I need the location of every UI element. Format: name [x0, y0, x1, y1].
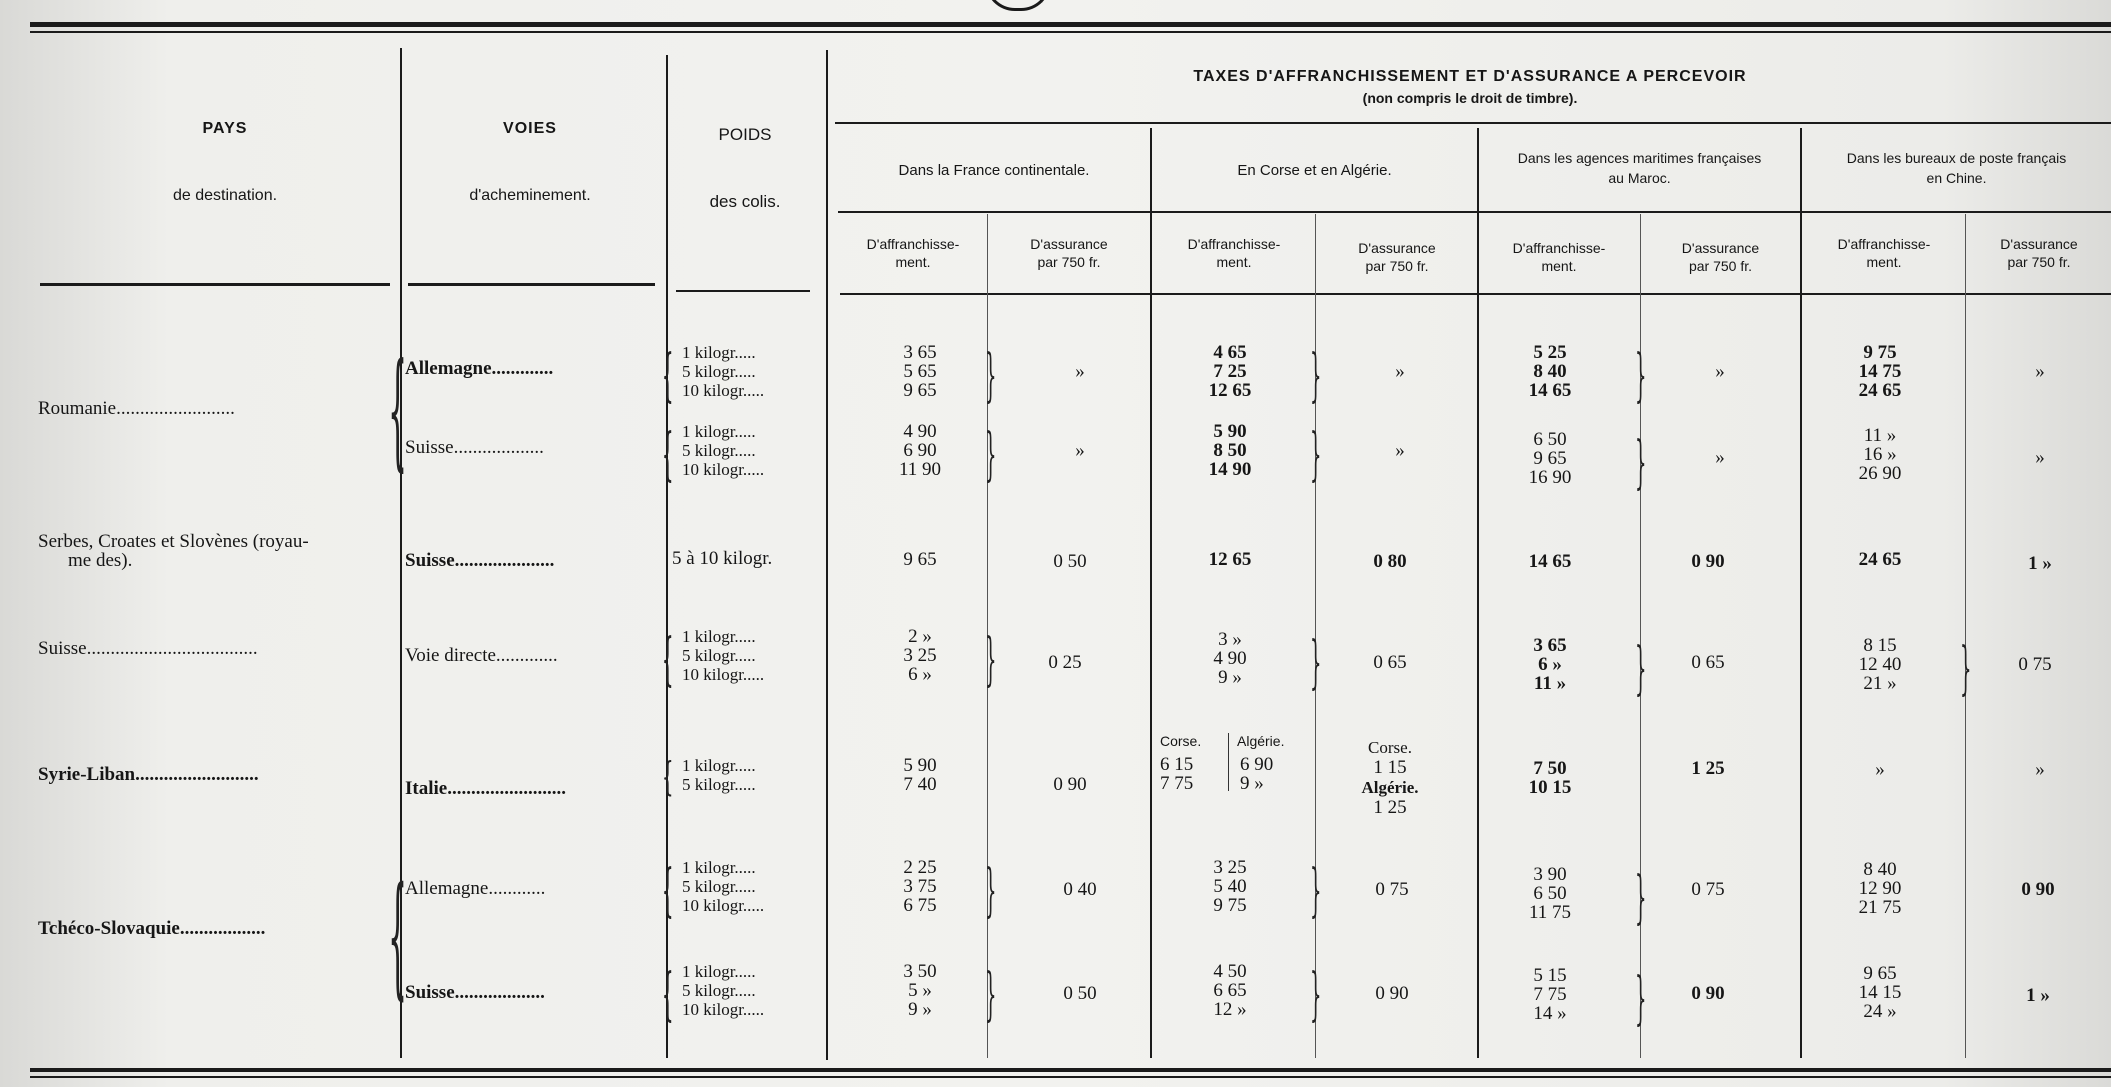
co-ass-algerie-label: Algérie. [1361, 778, 1419, 797]
close-brace-10: } [1960, 636, 1972, 703]
ma-ass-tcheco-suisse: 0 90 [1691, 983, 1725, 1004]
ma-ass-suisse: 0 65 [1691, 652, 1725, 673]
close-brace-2: } [1310, 343, 1322, 410]
country-serbes-l2: me des). [68, 550, 133, 571]
header-group-maroc-l1: Dans les agences maritimes françaises [1517, 150, 1762, 166]
sub-ass-1-l1: D'assurance [1030, 236, 1108, 252]
ch-ass-syrie: » [2035, 759, 2045, 780]
header-group-france: Dans la France continentale. [898, 162, 1090, 179]
route-roumanie-suisse: Suisse................... [405, 437, 544, 458]
sub-aff-2-l1: D'affranchisse- [1187, 236, 1281, 252]
col-rule-3 [826, 50, 828, 1060]
ch-aff-serbes: 24 65 [1858, 549, 1902, 570]
weights-roumanie-allemagne: 1 kilogr..... 5 kilogr..... 10 kilogr..... [682, 343, 765, 400]
country-roumanie: Roumanie......................... [38, 398, 235, 419]
brace-weights-4: { [662, 755, 674, 801]
col-rule-6 [1800, 128, 1802, 1058]
sub-ass-3-l1: D'assurance [1681, 240, 1760, 256]
close-brace-12: } [1310, 858, 1322, 925]
ch-aff-tcheco-allemagne: 8 40 12 90 21 75 [1858, 859, 1902, 918]
close-brace-11: } [985, 858, 997, 925]
route-suisse: Voie directe............. [405, 645, 558, 666]
ch-aff-roumanie-suisse: 11 » 16 » 26 90 [1858, 425, 1902, 484]
col-rule-5 [1477, 128, 1479, 1058]
poids-underline [676, 290, 810, 292]
co-aff-tcheco-allemagne: 3 25 5 40 9 75 [1213, 857, 1247, 916]
header-pays-title: PAYS [202, 120, 248, 137]
close-brace-8: } [1310, 630, 1322, 697]
ch-ass-roumanie-suisse: » [2035, 447, 2045, 468]
brace-weights-6: { [662, 962, 674, 1029]
bottom-rule-thin [30, 1076, 2111, 1078]
ma-ass-roumanie-suisse: » [1715, 447, 1725, 468]
weights-roumanie-suisse: 1 kilogr..... 5 kilogr..... 10 kilogr..... [682, 422, 765, 479]
brace-roumanie: { [388, 338, 408, 485]
co-ass-suisse: 0 65 [1373, 652, 1407, 673]
close-brace-15: } [1310, 962, 1322, 1029]
weights-tcheco-allemagne: 1 kilogr..... 5 kilogr..... 10 kilogr..... [682, 858, 765, 915]
fr-ass-suisse: 0 25 [1048, 652, 1082, 673]
co-ass-roumanie-allemagne: » [1395, 361, 1405, 382]
co-ass-algerie-value: 1 25 [1373, 797, 1407, 818]
fr-aff-syrie: 5 90 7 40 [903, 755, 937, 795]
co-ass-serbes: 0 80 [1373, 551, 1407, 572]
brace-weights-1: { [662, 343, 674, 410]
ma-aff-tcheco-allemagne: 3 90 6 50 11 75 [1528, 864, 1572, 923]
voies-underline [408, 283, 655, 286]
sub-ass-4-l2: par 750 fr. [2007, 254, 2071, 270]
fr-ass-tcheco-suisse: 0 50 [1063, 983, 1097, 1004]
ornament-icon [985, 0, 1051, 11]
sub-aff-2-l2: ment. [1216, 254, 1252, 270]
header-group-maroc-l2: au Maroc. [1608, 170, 1671, 186]
fr-aff-roumanie-suisse: 4 90 6 90 11 90 [898, 421, 942, 480]
route-syrie: Italie......................... [405, 778, 566, 799]
close-brace-6: } [1635, 430, 1647, 497]
top-rule [30, 22, 2111, 27]
co-algerie-values: 6 90 9 » [1240, 754, 1274, 794]
ma-aff-roumanie-suisse: 6 50 9 65 16 90 [1528, 429, 1572, 488]
country-syrie: Syrie-Liban.......................... [38, 764, 259, 785]
fr-ass-roumanie-suisse: » [1075, 440, 1085, 461]
co-ass-corse-value: 1 15 [1373, 757, 1407, 778]
ch-ass-roumanie-allemagne: » [2035, 361, 2045, 382]
co-aff-suisse: 3 » 4 90 9 » [1213, 629, 1247, 688]
brace-tcheco: { [388, 860, 408, 1014]
co-corse-label: Corse. [1160, 733, 1202, 749]
sub-ass-1-l2: par 750 fr. [1037, 254, 1101, 270]
route-roumanie-allemagne: Allemagne............. [405, 358, 554, 379]
header-group-chine-l2: en Chine. [1926, 170, 1987, 186]
co-ass-roumanie-suisse: » [1395, 440, 1405, 461]
group-rule [838, 211, 2111, 213]
ch-ass-tcheco-suisse: 1 » [2026, 985, 2050, 1006]
header-taxes-note: (non compris le droit de timbre). [1362, 90, 1578, 106]
ma-aff-roumanie-allemagne: 5 25 8 40 14 65 [1528, 342, 1572, 401]
sub-aff-1-l2: ment. [895, 254, 931, 270]
close-brace-5: } [1310, 422, 1322, 489]
co-aff-serbes: 12 65 [1208, 549, 1252, 570]
route-tcheco-suisse: Suisse................... [405, 982, 545, 1003]
sub-aff-3-l2: ment. [1541, 258, 1577, 274]
header-group-corse: En Corse et en Algérie. [1237, 162, 1392, 179]
taxes-rule [835, 122, 2111, 124]
sub-aff-3-l1: D'affranchisse- [1512, 240, 1606, 256]
sub-aff-1-l1: D'affranchisse- [866, 236, 960, 252]
brace-weights-3: { [662, 627, 674, 694]
close-brace-9: } [1635, 636, 1647, 703]
ma-aff-syrie: 7 50 10 15 [1528, 758, 1572, 798]
ch-aff-suisse: 8 15 12 40 21 » [1858, 635, 1902, 694]
co-aff-tcheco-suisse: 4 50 6 65 12 » [1213, 961, 1247, 1020]
ch-ass-suisse: 0 75 [2018, 654, 2052, 675]
co-ass-corse-label: Corse. [1368, 738, 1412, 757]
sub-ass-2-l2: par 750 fr. [1365, 258, 1429, 274]
fr-ass-syrie: 0 90 [1053, 774, 1087, 795]
close-brace-1: } [985, 343, 997, 410]
weights-suisse: 1 kilogr..... 5 kilogr..... 10 kilogr..... [682, 627, 765, 684]
ma-ass-serbes: 0 90 [1691, 551, 1725, 572]
fr-aff-serbes: 9 65 [903, 549, 937, 570]
header-group-chine-l1: Dans les bureaux de poste français [1846, 150, 2067, 166]
ch-ass-serbes: 1 » [2028, 553, 2052, 574]
header-voies-title: VOIES [503, 120, 557, 137]
close-brace-3: } [1635, 343, 1647, 410]
ch-ass-tcheco-allemagne: 0 90 [2021, 879, 2055, 900]
header-taxes-title: TAXES D'AFFRANCHISSEMENT ET D'ASSURANCE A PERCEVOIR [1193, 68, 1747, 85]
weights-syrie: 1 kilogr..... 5 kilogr..... [682, 756, 756, 794]
col-rule-4 [1150, 128, 1152, 1058]
co-ass-tcheco-allemagne: 0 75 [1375, 879, 1409, 900]
co-algerie-label: Algérie. [1237, 733, 1285, 749]
close-brace-4: } [985, 422, 997, 489]
weights-tcheco-suisse: 1 kilogr..... 5 kilogr..... 10 kilogr..... [682, 962, 765, 1019]
country-suisse: Suisse.................................... [38, 638, 258, 659]
route-serbes: Suisse..................... [405, 550, 555, 571]
co-corse-values: 6 15 7 75 [1160, 754, 1194, 794]
route-tcheco-allemagne: Allemagne............ [405, 878, 546, 899]
fr-aff-tcheco-suisse: 3 50 5 » 9 » [903, 961, 937, 1020]
header-poids-sub: des colis. [709, 192, 781, 211]
sub-ass-2-l1: D'assurance [1358, 240, 1436, 256]
ma-aff-suisse: 3 65 6 » 11 » [1533, 635, 1567, 694]
bottom-rule [30, 1068, 2111, 1072]
top-rule-thin [30, 31, 2111, 33]
close-brace-14: } [985, 962, 997, 1029]
ma-ass-tcheco-allemagne: 0 75 [1691, 879, 1725, 900]
corse-algerie-divider [1228, 733, 1229, 791]
ma-aff-serbes: 14 65 [1528, 551, 1572, 572]
sub-aff-4-l1: D'affranchisse- [1837, 236, 1931, 252]
ch-aff-roumanie-allemagne: 9 75 14 75 24 65 [1858, 342, 1902, 401]
brace-weights-2: { [662, 422, 674, 489]
country-tcheco: Tchéco-Slovaquie.................. [38, 918, 266, 939]
co-aff-roumanie-allemagne: 4 65 7 25 12 65 [1208, 342, 1252, 401]
header-voies-sub: d'acheminement. [469, 187, 591, 204]
sub-ass-3-l2: par 750 fr. [1688, 258, 1753, 274]
pays-underline [40, 283, 390, 286]
co-ass-tcheco-suisse: 0 90 [1375, 983, 1409, 1004]
close-brace-13: } [1635, 865, 1647, 932]
fr-ass-roumanie-allemagne: » [1075, 361, 1085, 382]
header-poids-title: POIDS [718, 125, 772, 144]
sub-underline [840, 293, 2111, 295]
country-serbes-l1: Serbes, Croates et Slovènes (royau- [38, 531, 309, 552]
fr-aff-tcheco-allemagne: 2 25 3 75 6 75 [903, 857, 937, 916]
fr-aff-suisse: 2 » 3 25 6 » [903, 626, 937, 685]
sub-aff-4-l2: ment. [1866, 254, 1902, 270]
header-pays-sub: de destination. [172, 187, 278, 204]
close-brace-7: } [985, 627, 997, 694]
co-aff-roumanie-suisse: 5 90 8 50 14 90 [1208, 421, 1252, 480]
ma-ass-syrie: 1 25 [1691, 758, 1725, 779]
brace-weights-5: { [662, 858, 674, 925]
ch-aff-syrie: » [1875, 759, 1885, 780]
ma-ass-roumanie-allemagne: » [1715, 361, 1725, 382]
ma-aff-tcheco-suisse: 5 15 7 75 14 » [1533, 965, 1567, 1024]
fr-aff-roumanie-allemagne: 3 65 5 65 9 65 [903, 342, 937, 401]
close-brace-16: } [1635, 966, 1647, 1033]
fr-ass-tcheco-allemagne: 0 40 [1063, 879, 1097, 900]
fr-ass-serbes: 0 50 [1053, 551, 1087, 572]
sub-ass-4-l1: D'assurance [2000, 236, 2078, 252]
ch-aff-tcheco-suisse: 9 65 14 15 24 » [1858, 963, 1902, 1022]
weight-serbes: 5 à 10 kilogr. [672, 548, 773, 569]
